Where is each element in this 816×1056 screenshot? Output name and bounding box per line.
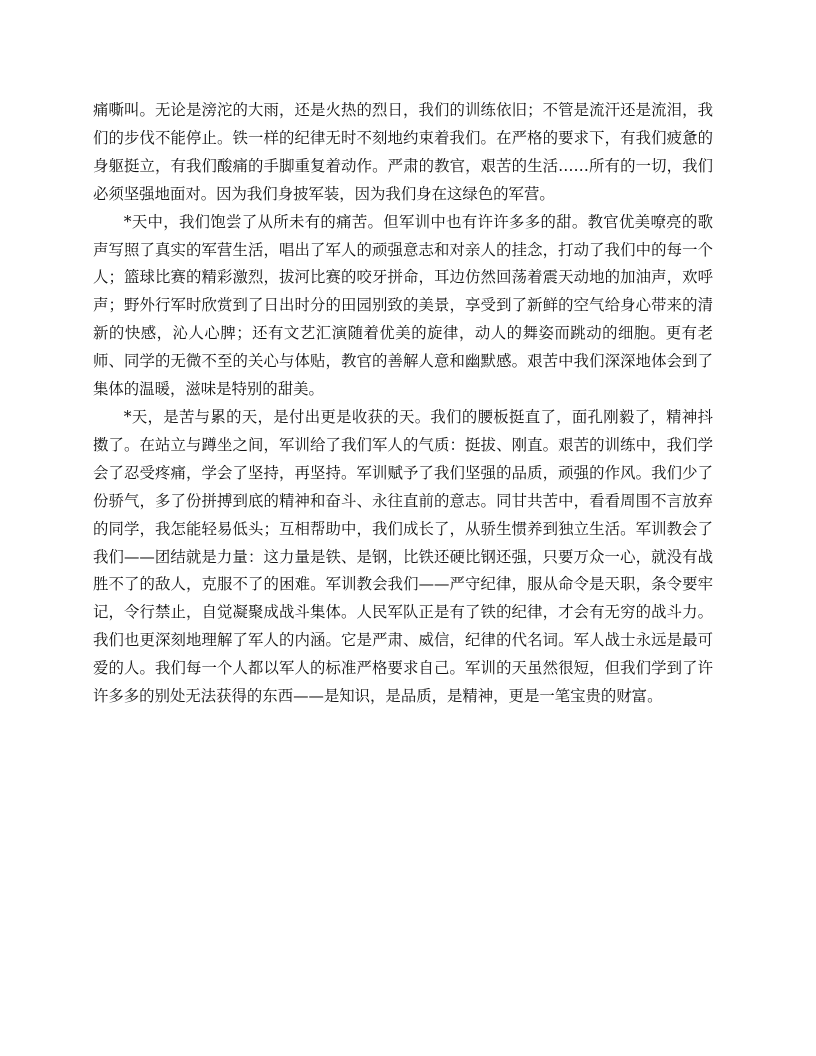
paragraph-harvest: *天，是苦与累的天，是付出更是收获的天。我们的腰板挺直了，面孔刚毅了，精神抖擞了。在站立与蹲坐之间，军训给了我们军人的气质：挺拔、刚直。艰苦的训练中，我们学会了忍受疼痛，学会了坚持，再坚持。军训赋予了我们坚强的品质，顽强的作风。我们少了份骄气，多了份拼搏到底的精神和奋斗、永往直前的意志。同甘共苦中，看看周围不言放弃的同学，我怎能轻易低头；互相帮助中，我们成长了，从骄生惯养到独立生活。军训教会了我们——团结就是力量：这力量是铁、是钢，比铁还硬比钢还强，只要万众一心，就没有战胜不了的敌人，克服不了的困难。军训教会我们——严守纪律，服从命令是天职，条令要牢记，令行禁止，自觉凝聚成战斗集体。人民军队正是有了铁的纪律，才会有无穷的战斗力。我们也更深刻地理解了军人的内涵。它是严肃、威信，纪律的代名词。军人战士永远是最可爱的人。我们每一个人都以军人的标准严格要求自己。军训的天虽然很短，但我们学到了许许多多的别处无法获得的东西——是知识，是品质，是精神，更是一笔宝贵的财富。: [93, 407, 713, 706]
paragraph-continued: 痛嘶叫。无论是滂沱的大雨，还是火热的烈日，我们的训练依旧；不管是流汗还是流泪，我们的步伐不能停止。铁一样的纪律无时不刻地约束着我们。在严格的要求下，有我们疲惫的身躯挺立，有我们酸痛的手脚重复着动作。严肃的教官，艰苦的生活……所有的一切，我们必须坚强地面对。因为我们身披军装，因为我们身在这绿色的军营。: [93, 101, 713, 203]
paragraph-sweetness: *天中，我们饱尝了从所未有的痛苦。但军训中也有许许多多的甜。教官优美嘹亮的歌声写照了真实的军营生活，唱出了军人的顽强意志和对亲人的挂念，打动了我们中的每一个人；篮球比赛的精彩激烈，拔河比赛的咬牙拼命，耳边仿然回荡着震天动地的加油声，欢呼声；野外行军时欣赏到了日出时分的田园别致的美景，享受到了新鲜的空气给身心带来的清新的快感，沁人心脾；还有文艺汇演随着优美的旋律，动人的舞姿而跳动的细胞。更有老师、同学的无微不至的关心与体贴，教官的善解人意和幽默感。艰苦中我们深深地体会到了集体的温暖，滋味是特别的甜美。: [93, 212, 713, 399]
document-body: [93, 97, 713, 711]
